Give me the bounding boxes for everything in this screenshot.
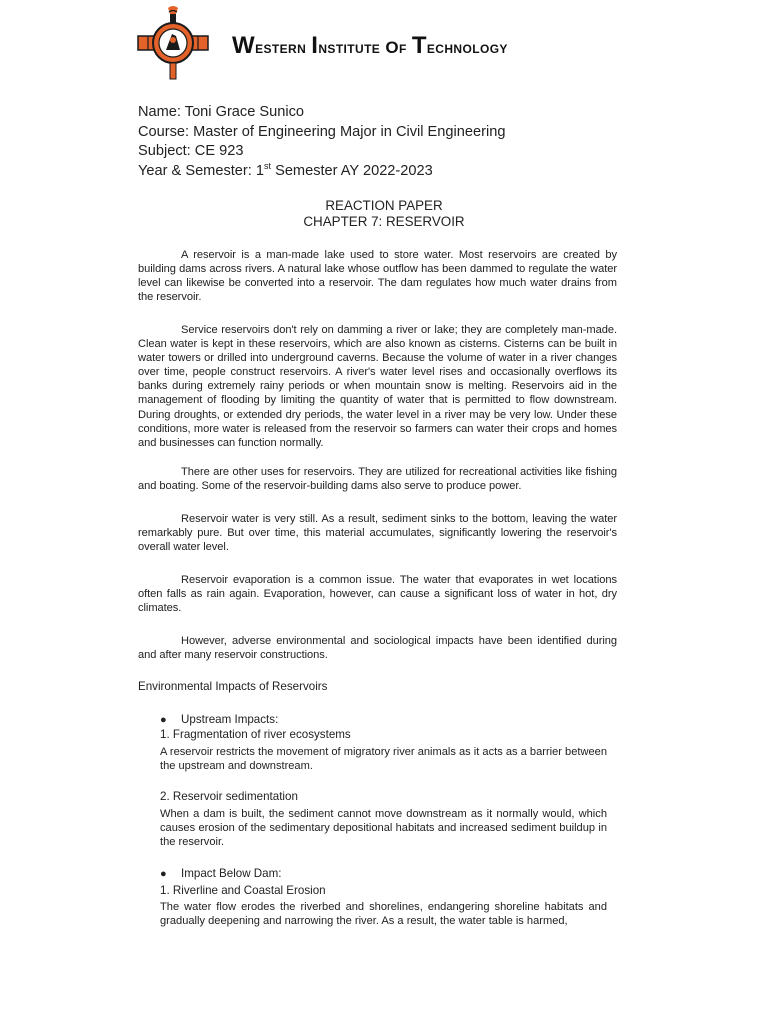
item-title: 2. Reservoir sedimentation [160, 790, 298, 803]
paper-title: REACTION PAPER [325, 198, 443, 213]
bullet-upstream: ● Upstream Impacts: [160, 713, 279, 726]
paragraph: A reservoir is a man-made lake used to store water. Most reservoirs are created by building dams across rivers. A natural lake whose outflow has been dammed to regulate the water level can likewise be converted into a reservoir. The dam regulates how much water drains from the reservoir. [138, 249, 617, 304]
semester-prefix: Year & Semester: 1 [138, 162, 265, 179]
semester-superscript: st [264, 160, 272, 171]
paper-titles [0, 198, 768, 230]
paragraph: There are other uses for reservoirs. They are utilized for recreational activities like fishing and boating. Some of the reservoir-building dams also serve to produce power. [138, 466, 617, 493]
item-title: 1. Fragmentation of river ecosystems [160, 728, 351, 741]
section-heading: Environmental Impacts of Reservoirs [138, 680, 328, 693]
paragraph: Reservoir water is very still. As a result, sediment sinks to the bottom, leaving the water remarkably pure. But over time, this material accumulates, significantly lowering the reservoir's overall water level. [138, 513, 617, 554]
paragraph: Reservoir evaporation is a common issue. The water that evaporates in wet locations often falls as rain again. Evaporation, however, can cause a significant loss of water in hot, dry climates. [138, 574, 617, 615]
institution-title: Western Institute of Technology [232, 32, 508, 59]
item-text: A reservoir restricts the movement of migratory river animals as it acts as a barrier between the upstream and downstream. [160, 746, 607, 773]
student-info [138, 103, 505, 181]
item-title: 1. Riverline and Coastal Erosion [160, 884, 326, 897]
bullet-dot-icon: ● [160, 714, 167, 726]
semester-line [138, 162, 505, 182]
item-text: The water flow erodes the riverbed and shorelines, endangering shoreline habitats and gradually deepening and narrowing the river. As a result, the water table is harmed, [160, 901, 607, 928]
semester-suffix: Semester AY 2022-2023 [271, 162, 433, 179]
subject-line: Subject: CE 923 [138, 143, 244, 159]
student-name: Name: Toni Grace Sunico [138, 104, 305, 120]
bullet-below-dam: ● Impact Below Dam: [160, 867, 282, 880]
bullet-dot-icon: ● [160, 868, 167, 880]
paragraph: However, adverse environmental and sociological impacts have been identified during and after many reservoir constructions. [138, 635, 617, 662]
course-line: Course: Master of Engineering Major in Civil Engineering [138, 123, 506, 140]
item-text: When a dam is built, the sediment cannot move downstream as it normally would, which causes erosion of the sedimentary depositional habitats and increased sediment buildup in the reservoir. [160, 808, 607, 849]
paragraph: Service reservoirs don't rely on damming a river or lake; they are completely man-made. Clean water is kept in these reservoirs, which are also known as cisterns. Cisterns can be built in water towers or drilled into underground caverns. Because the volume of water in a river changes over time, people construct reservoirs. A river's water level rises and occasionally overflows its banks during extremely rainy periods or when mountain snow is melting. Reservoirs aid in the management of flooding by limiting the quantity of water that is permitted to flow downstream. During droughts, or extended dry periods, the water level in a river may be very low. Under these conditions, more water is released from the reservoir so farmers can water their crops and homes and businesses can function normally. [138, 324, 617, 449]
institution-logo [136, 6, 210, 82]
chapter-title: CHAPTER 7: RESERVOIR [303, 214, 465, 229]
